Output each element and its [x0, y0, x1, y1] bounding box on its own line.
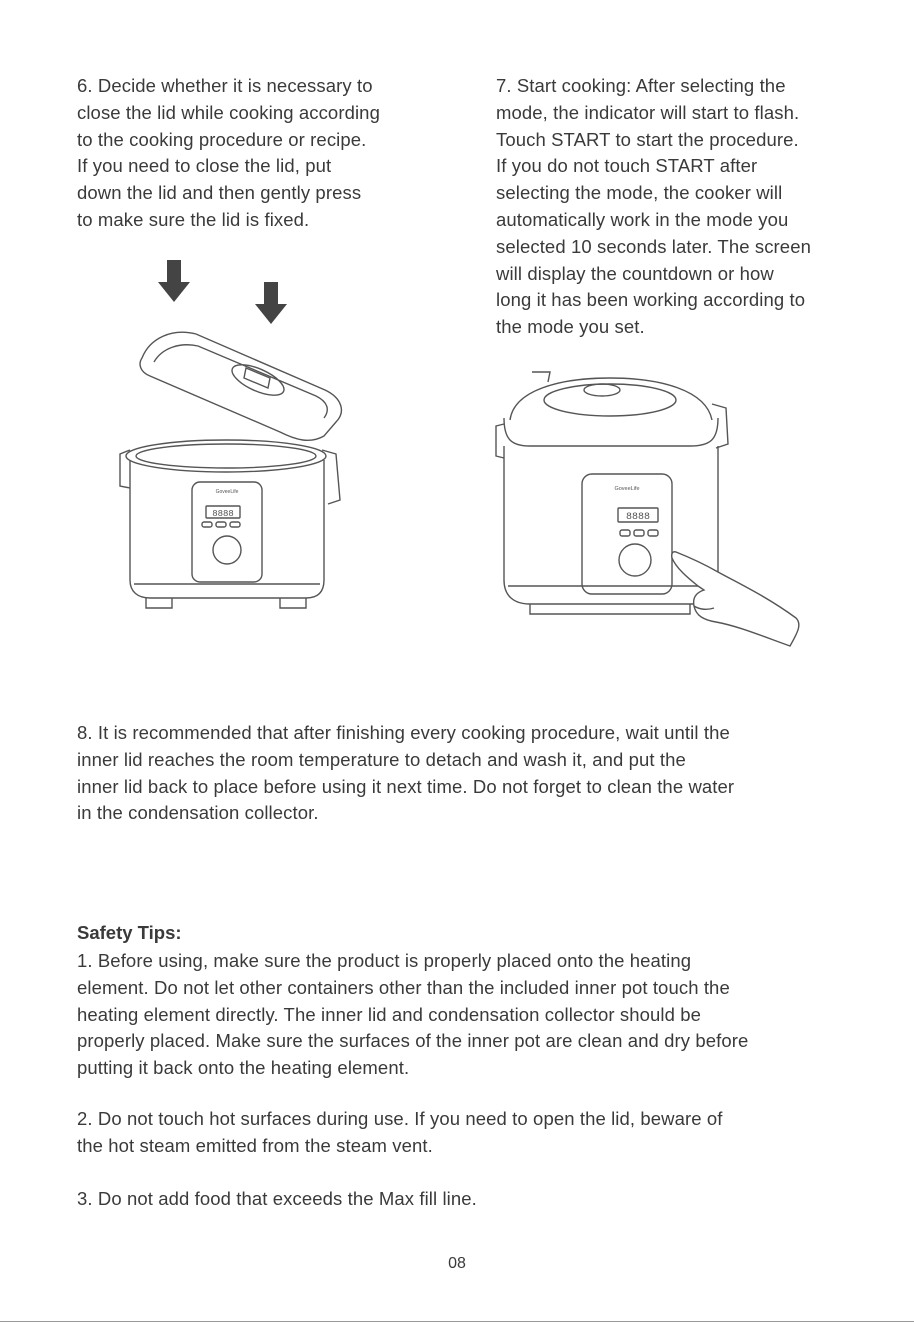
text-line: close the lid while cooking according: [77, 101, 380, 123]
cooker-body: [120, 332, 341, 608]
down-arrow-icon: [255, 282, 287, 324]
text-line: inner lid back to place before using it next time. Do not forget to clean the water: [77, 775, 735, 797]
safety-tip-3: [77, 1186, 857, 1213]
step-6-text: [77, 73, 437, 234]
brand-label: GoveeLife: [215, 489, 239, 495]
finger-hand-icon: [672, 552, 799, 646]
page-number: 08: [448, 1255, 466, 1272]
text-line: heating element directly. The inner lid and condensation collector should be: [77, 1003, 701, 1025]
text-line: to the cooking procedure or recipe.: [77, 128, 367, 150]
display-digits: 8888: [212, 509, 234, 519]
text-line: 7. Start cooking: After selecting the: [496, 75, 786, 96]
text-line: 1. Before using, make sure the product is properly placed onto the heating: [77, 950, 692, 971]
text-line: Touch START to start the procedure.: [496, 128, 799, 150]
text-line: putting it back onto the heating element.: [77, 1057, 410, 1079]
safety-tips-heading: Safety Tips:: [77, 922, 182, 943]
text-line: down the lid and then gently press: [77, 182, 362, 204]
text-line: 6. Decide whether it is necessary to: [77, 75, 373, 96]
text-line: 3. Do not add food that exceeds the Max fill line.: [77, 1188, 477, 1209]
text-line: selecting the mode, the cooker will: [496, 182, 783, 204]
text-line: long it has been working according to: [496, 289, 806, 311]
step-7-text: [496, 73, 856, 341]
text-line: mode, the indicator will start to flash.: [496, 101, 800, 123]
text-line: inner lid reaches the room temperature to detach and wash it, and put the: [77, 748, 686, 770]
cooker-start-touch-illustration: [490, 360, 820, 660]
text-line: to make sure the lid is fixed.: [77, 208, 310, 230]
text-line: the mode you set.: [496, 316, 645, 338]
text-line: If you need to close the lid, put: [77, 155, 332, 177]
text-line: in the condensation collector.: [77, 802, 319, 824]
text-line: the hot steam emitted from the steam vent.: [77, 1134, 433, 1156]
cooker-lid-closing-illustration: [110, 250, 370, 620]
bottom-divider: [0, 1321, 914, 1322]
safety-tip-1: [77, 948, 857, 1082]
text-line: automatically work in the mode you: [496, 208, 789, 230]
text-line: properly placed. Make sure the surfaces of the inner pot are clean and dry before: [77, 1030, 749, 1052]
text-line: 2. Do not touch hot surfaces during use. If you need to open the lid, beware of: [77, 1108, 723, 1129]
brand-label: GoveeLife: [614, 486, 640, 492]
text-line: will display the countdown or how: [496, 262, 774, 284]
safety-tip-2: [77, 1106, 857, 1160]
text-line: element. Do not let other containers other than the included inner pot touch the: [77, 976, 730, 998]
text-line: 8. It is recommended that after finishing every cooking procedure, wait until the: [77, 722, 730, 743]
text-line: selected 10 seconds later. The screen: [496, 235, 811, 257]
display-digits: 8888: [625, 512, 651, 523]
text-line: If you do not touch START after: [496, 155, 758, 177]
down-arrow-icon: [158, 260, 190, 302]
step-8-text: [77, 720, 857, 827]
